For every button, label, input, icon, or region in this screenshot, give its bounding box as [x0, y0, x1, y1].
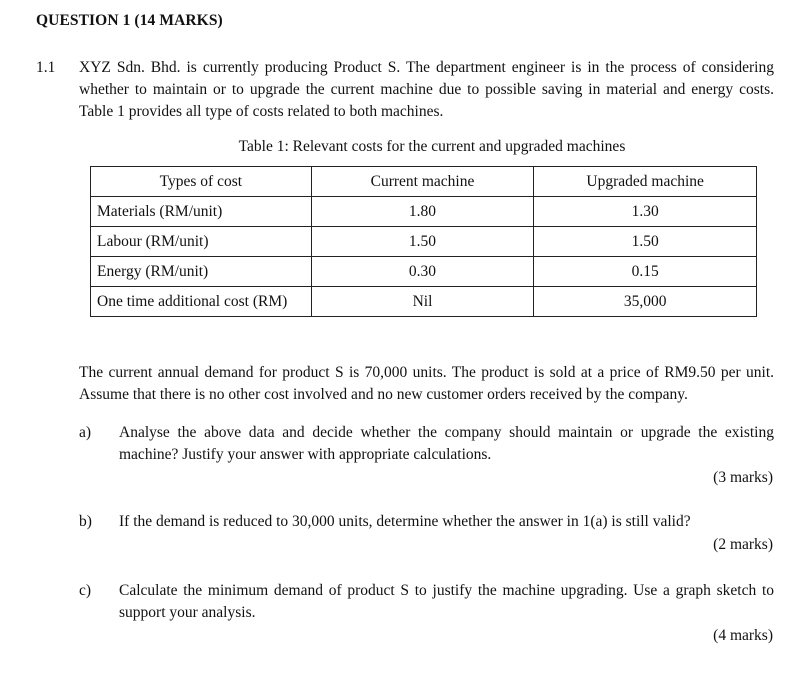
table-row: [91, 287, 757, 317]
table-caption: Table 1: Relevant costs for the current and upgraded machines: [238, 138, 626, 155]
header-types-of-cost: Types of cost: [91, 167, 312, 197]
table-header-row: [91, 167, 757, 197]
question-heading: QUESTION 1 (14 MARKS): [36, 12, 223, 29]
table-row: [91, 197, 757, 227]
demand-paragraph: The current annual demand for product S is 70,000 units. The product is sold at a price of RM9.50 per unit. Assume that there is no other cost involved and no new customer orders received by the company.: [79, 364, 774, 403]
current-machine-cell: Nil: [311, 287, 534, 317]
header-upgraded-machine: Upgraded machine: [534, 167, 757, 197]
question-number: 1.1: [36, 59, 56, 76]
question-intro: XYZ Sdn. Bhd. is currently producing Product S. The department engineer is in the process of considering whether to maintain or to upgrade the current machine due to possible saving in material and energy costs. Table 1 provides all type of costs related to both machines.: [79, 59, 774, 120]
part-a-marks: (3 marks): [713, 469, 773, 486]
part-b-marks: (2 marks): [713, 536, 773, 553]
part-a-label: a): [79, 424, 92, 441]
cost-type-cell: One time additional cost (RM): [91, 287, 312, 317]
part-b-label: b): [79, 513, 92, 530]
current-machine-cell: 1.80: [311, 197, 534, 227]
current-machine-cell: 0.30: [311, 257, 534, 287]
cost-type-cell: Labour (RM/unit): [91, 227, 312, 257]
cost-type-cell: Energy (RM/unit): [91, 257, 312, 287]
part-c-label: c): [79, 582, 92, 599]
cost-table: [90, 166, 757, 317]
part-b-text: If the demand is reduced to 30,000 units, determine whether the answer in 1(a) is still valid?: [119, 513, 691, 530]
upgraded-machine-cell: 1.50: [534, 227, 757, 257]
current-machine-cell: 1.50: [311, 227, 534, 257]
upgraded-machine-cell: 1.30: [534, 197, 757, 227]
cost-type-cell: Materials (RM/unit): [91, 197, 312, 227]
table-row: [91, 257, 757, 287]
table-row: [91, 227, 757, 257]
part-c-text: Calculate the minimum demand of product S to justify the machine upgrading. Use a graph sketch to support your analysis.: [119, 582, 774, 621]
upgraded-machine-cell: 35,000: [534, 287, 757, 317]
upgraded-machine-cell: 0.15: [534, 257, 757, 287]
part-a-text: Analyse the above data and decide whether the company should maintain or upgrade the existing machine? Justify your answer with appropriate calculations.: [119, 424, 774, 463]
header-current-machine: Current machine: [311, 167, 534, 197]
part-c-marks: (4 marks): [713, 627, 773, 644]
